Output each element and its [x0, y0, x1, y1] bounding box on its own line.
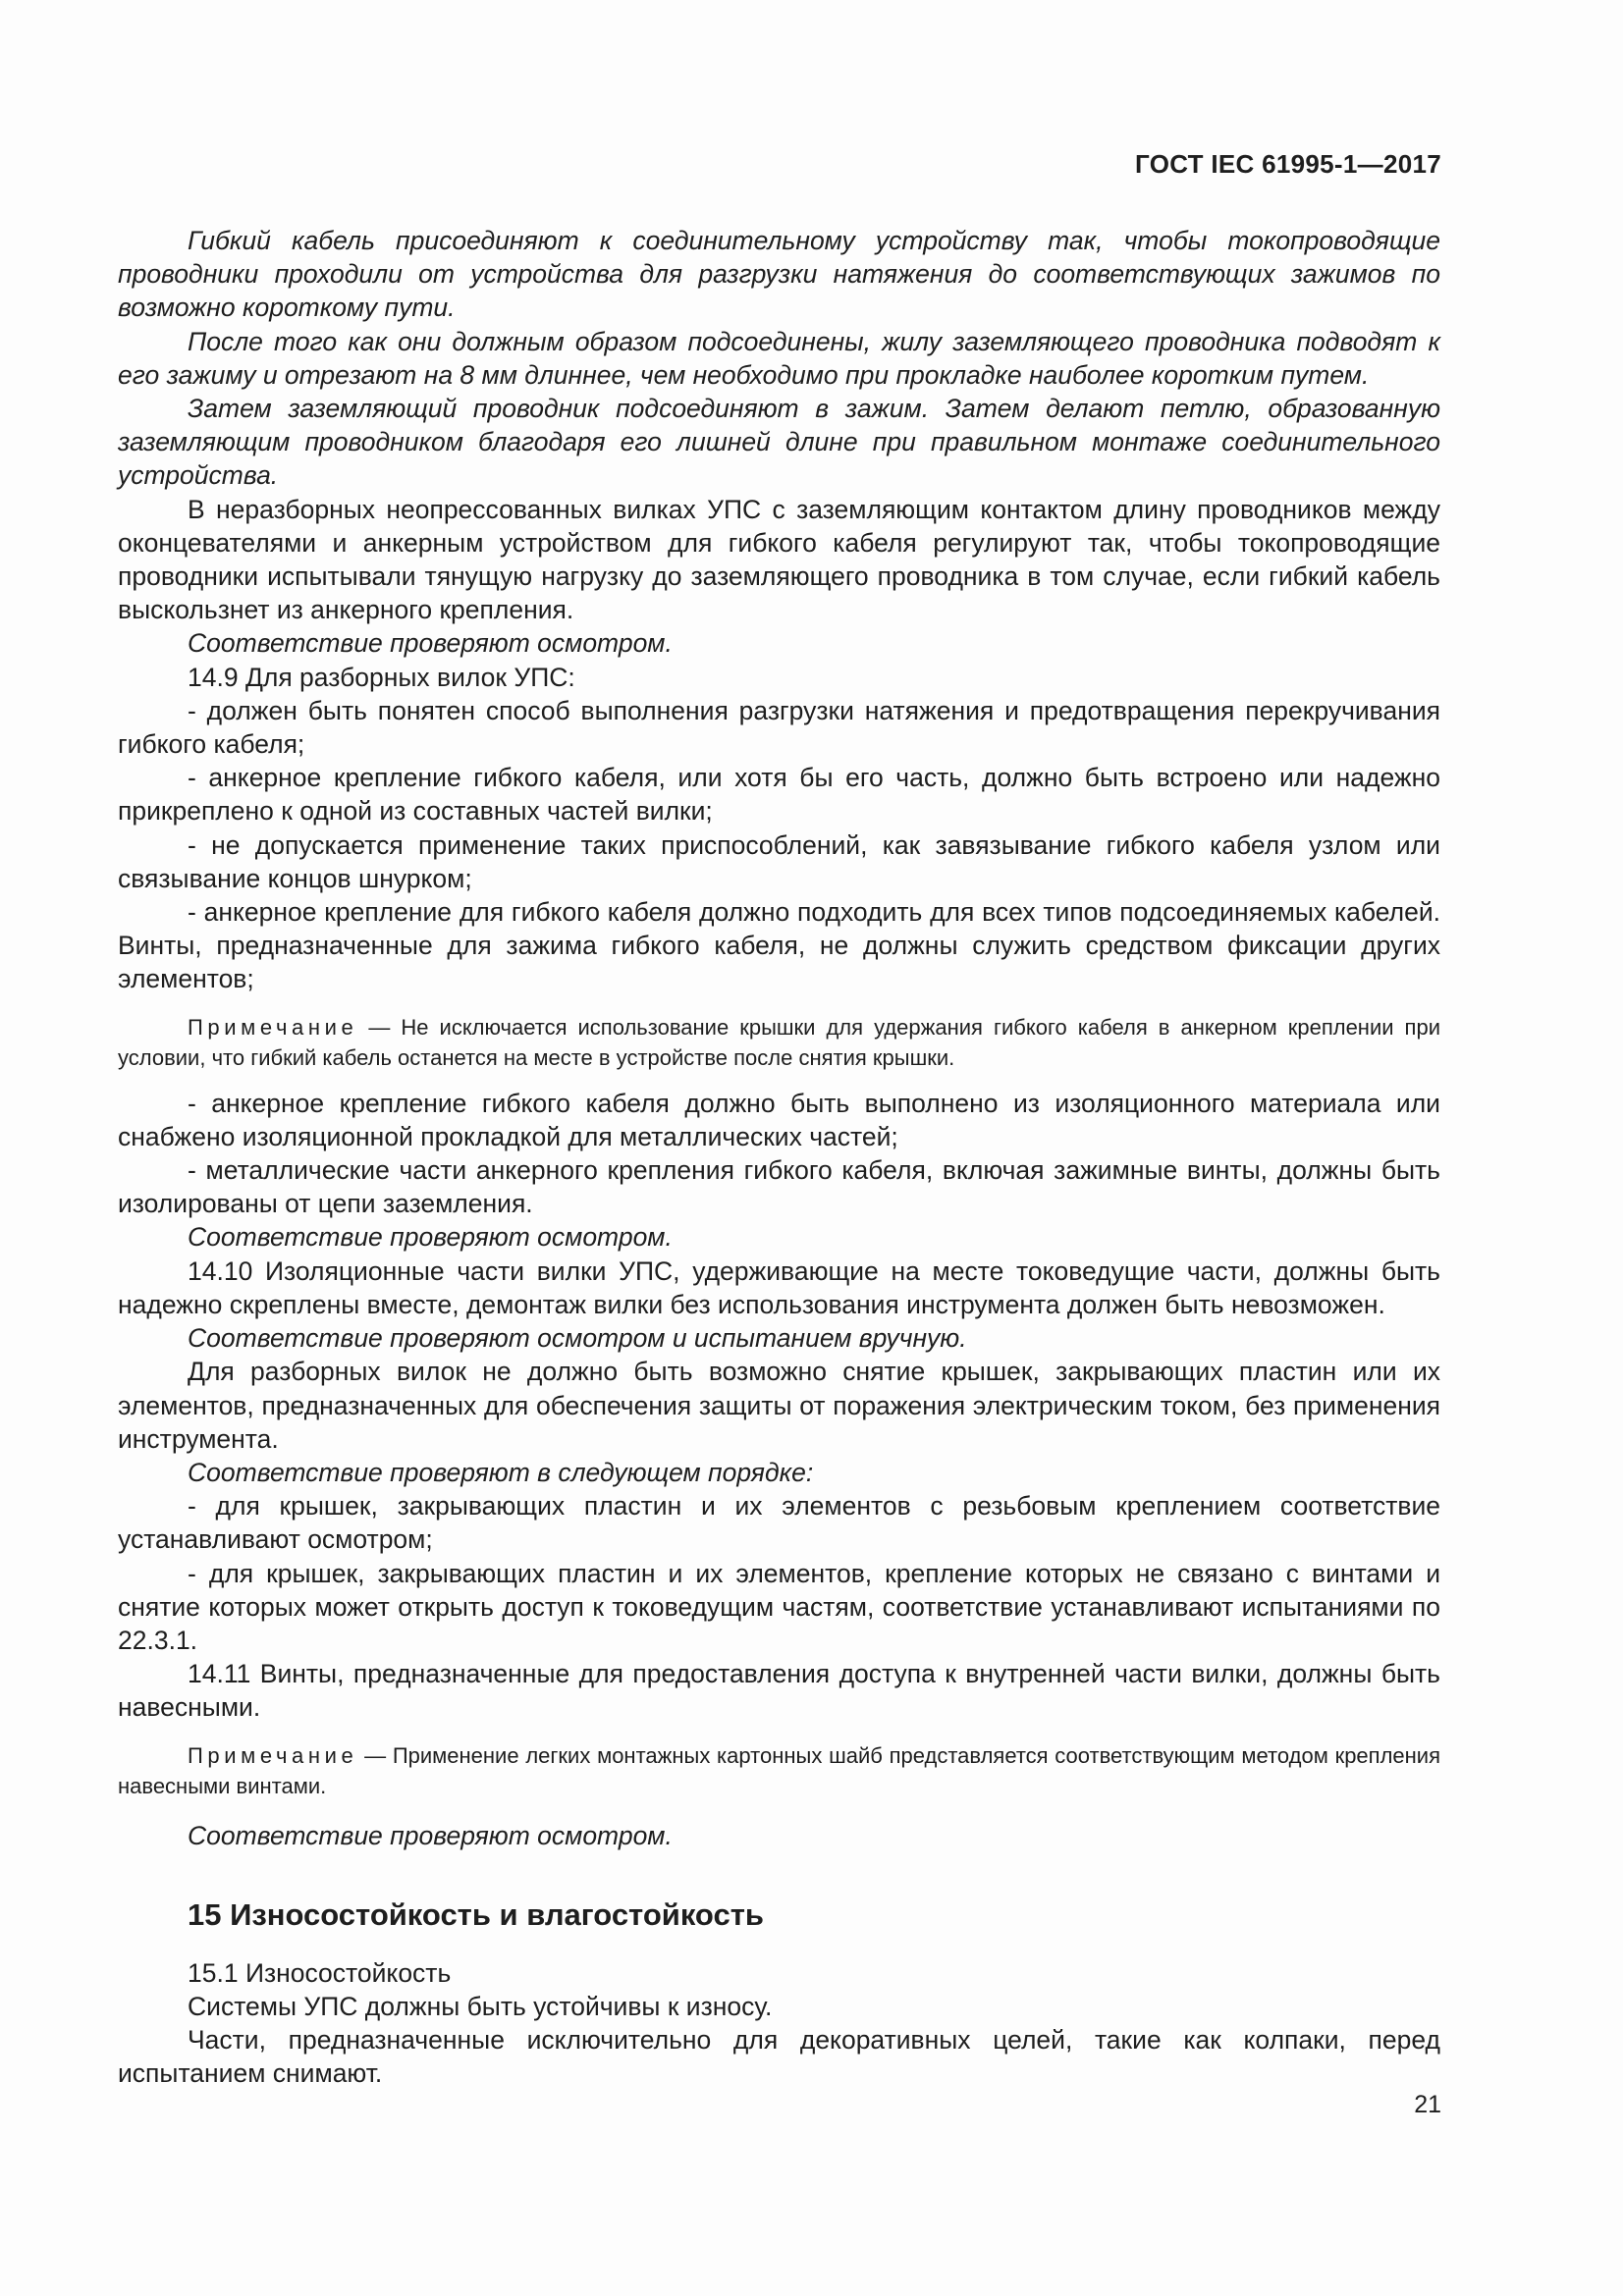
body-paragraph: Части, предназначенные исключительно для декоративных целей, такие как колпаки, перед испытанием снимают.	[118, 2025, 1440, 2089]
clause-14-9-heading: 14.9 Для разборных вилок УПС:	[188, 662, 575, 692]
page-number: 21	[1414, 2091, 1441, 2118]
list-item: - анкерное крепление для гибкого кабеля должно подходить для всех типов подсоединяемых кабелей. Винты, предназначенные для зажима гибкого кабеля, не должны служить средством фиксации других элементов;	[118, 897, 1440, 994]
note-block	[118, 1740, 1440, 1801]
list-item: - должен быть понятен способ выполнения разгрузки натяжения и предотвращения перекручивания гибкого кабеля;	[118, 695, 1440, 760]
body-paragraph: Гибкий кабель присоединяют к соединительному устройству так, чтобы токопроводящие проводники проходили от устройства для разгрузки натяжения до соответствующих зажимов по возможно короткому пути.	[118, 226, 1440, 323]
document-code-header: ГОСТ IEC 61995-1—2017	[1135, 149, 1441, 179]
list-item: - для крышек, закрывающих пластин и их элементов, крепление которых не связано с винтами и снятие которых может открыть доступ к токоведущим частям, соответствие устанавливают испытаниями по 22.3.1.	[118, 1558, 1440, 1655]
list-item: - анкерное крепление гибкого кабеля, или хотя бы его часть, должно быть встроено или надежно прикреплено к одной из составных частей вилки;	[118, 763, 1440, 827]
conformity-statement: Соответствие проверяют осмотром.	[188, 1222, 673, 1253]
note-text: — Применение легких монтажных картонных шайб представляется соответствующим методом крепления навесными винтами.	[118, 1742, 1440, 1798]
clause-14-10: 14.10 Изоляционные части вилки УПС, удерживающие на месте токоведущие части, должны быть надежно скреплены вместе, демонтаж вилки без использования инструмента должен быть невозможен.	[118, 1255, 1440, 1319]
list-item: - анкерное крепление гибкого кабеля должно быть выполнено из изоляционного материала или снабжено изоляционной прокладкой для металлических частей;	[118, 1088, 1440, 1151]
page-body	[118, 224, 1440, 2091]
clause-15-1-heading: 15.1 Износостойкость	[188, 1957, 452, 1988]
list-item: - для крышек, закрывающих пластин и их элементов с резьбовым креплением соответствие устанавливают осмотром;	[118, 1491, 1440, 1555]
clause-14-11: 14.11 Винты, предназначенные для предоставления доступа к внутренней части вилки, должны быть навесными.	[118, 1659, 1440, 1723]
body-paragraph: В неразборных неопрессованных вилках УПС с заземляющим контактом длину проводников между оконцевателями и анкерным устройством для гибкого кабеля регулируют так, чтобы токопроводящие проводники испытывали тянущую нагрузку до заземляющего проводника в том случае, если гибкий кабель выскользнет из анкерного крепления.	[118, 494, 1440, 625]
section-heading: 15 Износостойкость и влагостойкость	[188, 1896, 764, 1932]
body-paragraph: Для разборных вилок не должно быть возможно снятие крышек, закрывающих пластин или их элементов, предназначенных для обеспечения защиты от поражения электрическим током, без применения инструмента.	[118, 1357, 1440, 1454]
body-paragraph: Затем заземляющий проводник подсоединяют в зажим. Затем делают петлю, образованную заземляющим проводником благодаря его лишней длине при правильном монтаже соединительного устройства.	[118, 394, 1440, 491]
conformity-statement: Соответствие проверяют осмотром.	[188, 628, 673, 659]
list-item: - не допускается применение таких приспособлений, как завязывание гибкого кабеля узлом или связывание концов шнурком;	[118, 829, 1440, 893]
list-item: - металлические части анкерного крепления гибкого кабеля, включая зажимные винты, должны быть изолированы от цепи заземления.	[118, 1155, 1440, 1219]
note-label: Примечание	[188, 1742, 358, 1768]
conformity-statement: Соответствие проверяют осмотром.	[188, 1820, 673, 1850]
note-label: Примечание	[188, 1014, 358, 1040]
note-block	[118, 1012, 1440, 1073]
note-text: — Не исключается использование крышки для удержания гибкого кабеля в анкерном креплении при условии, что гибкий кабель останется на месте в устройстве после снятия крышки.	[118, 1014, 1440, 1070]
body-paragraph: После того как они должным образом подсоединены, жилу заземляющего проводника подводят к его зажиму и отрезают на 8 мм длиннее, чем необходимо при прокладке наиболее коротким путем.	[118, 326, 1440, 390]
body-paragraph: Системы УПС должны быть устойчивы к износу.	[188, 1991, 773, 2021]
conformity-statement: Соответствие проверяют в следующем порядке:	[188, 1457, 814, 1487]
conformity-statement: Соответствие проверяют осмотром и испытанием вручную.	[188, 1323, 967, 1354]
